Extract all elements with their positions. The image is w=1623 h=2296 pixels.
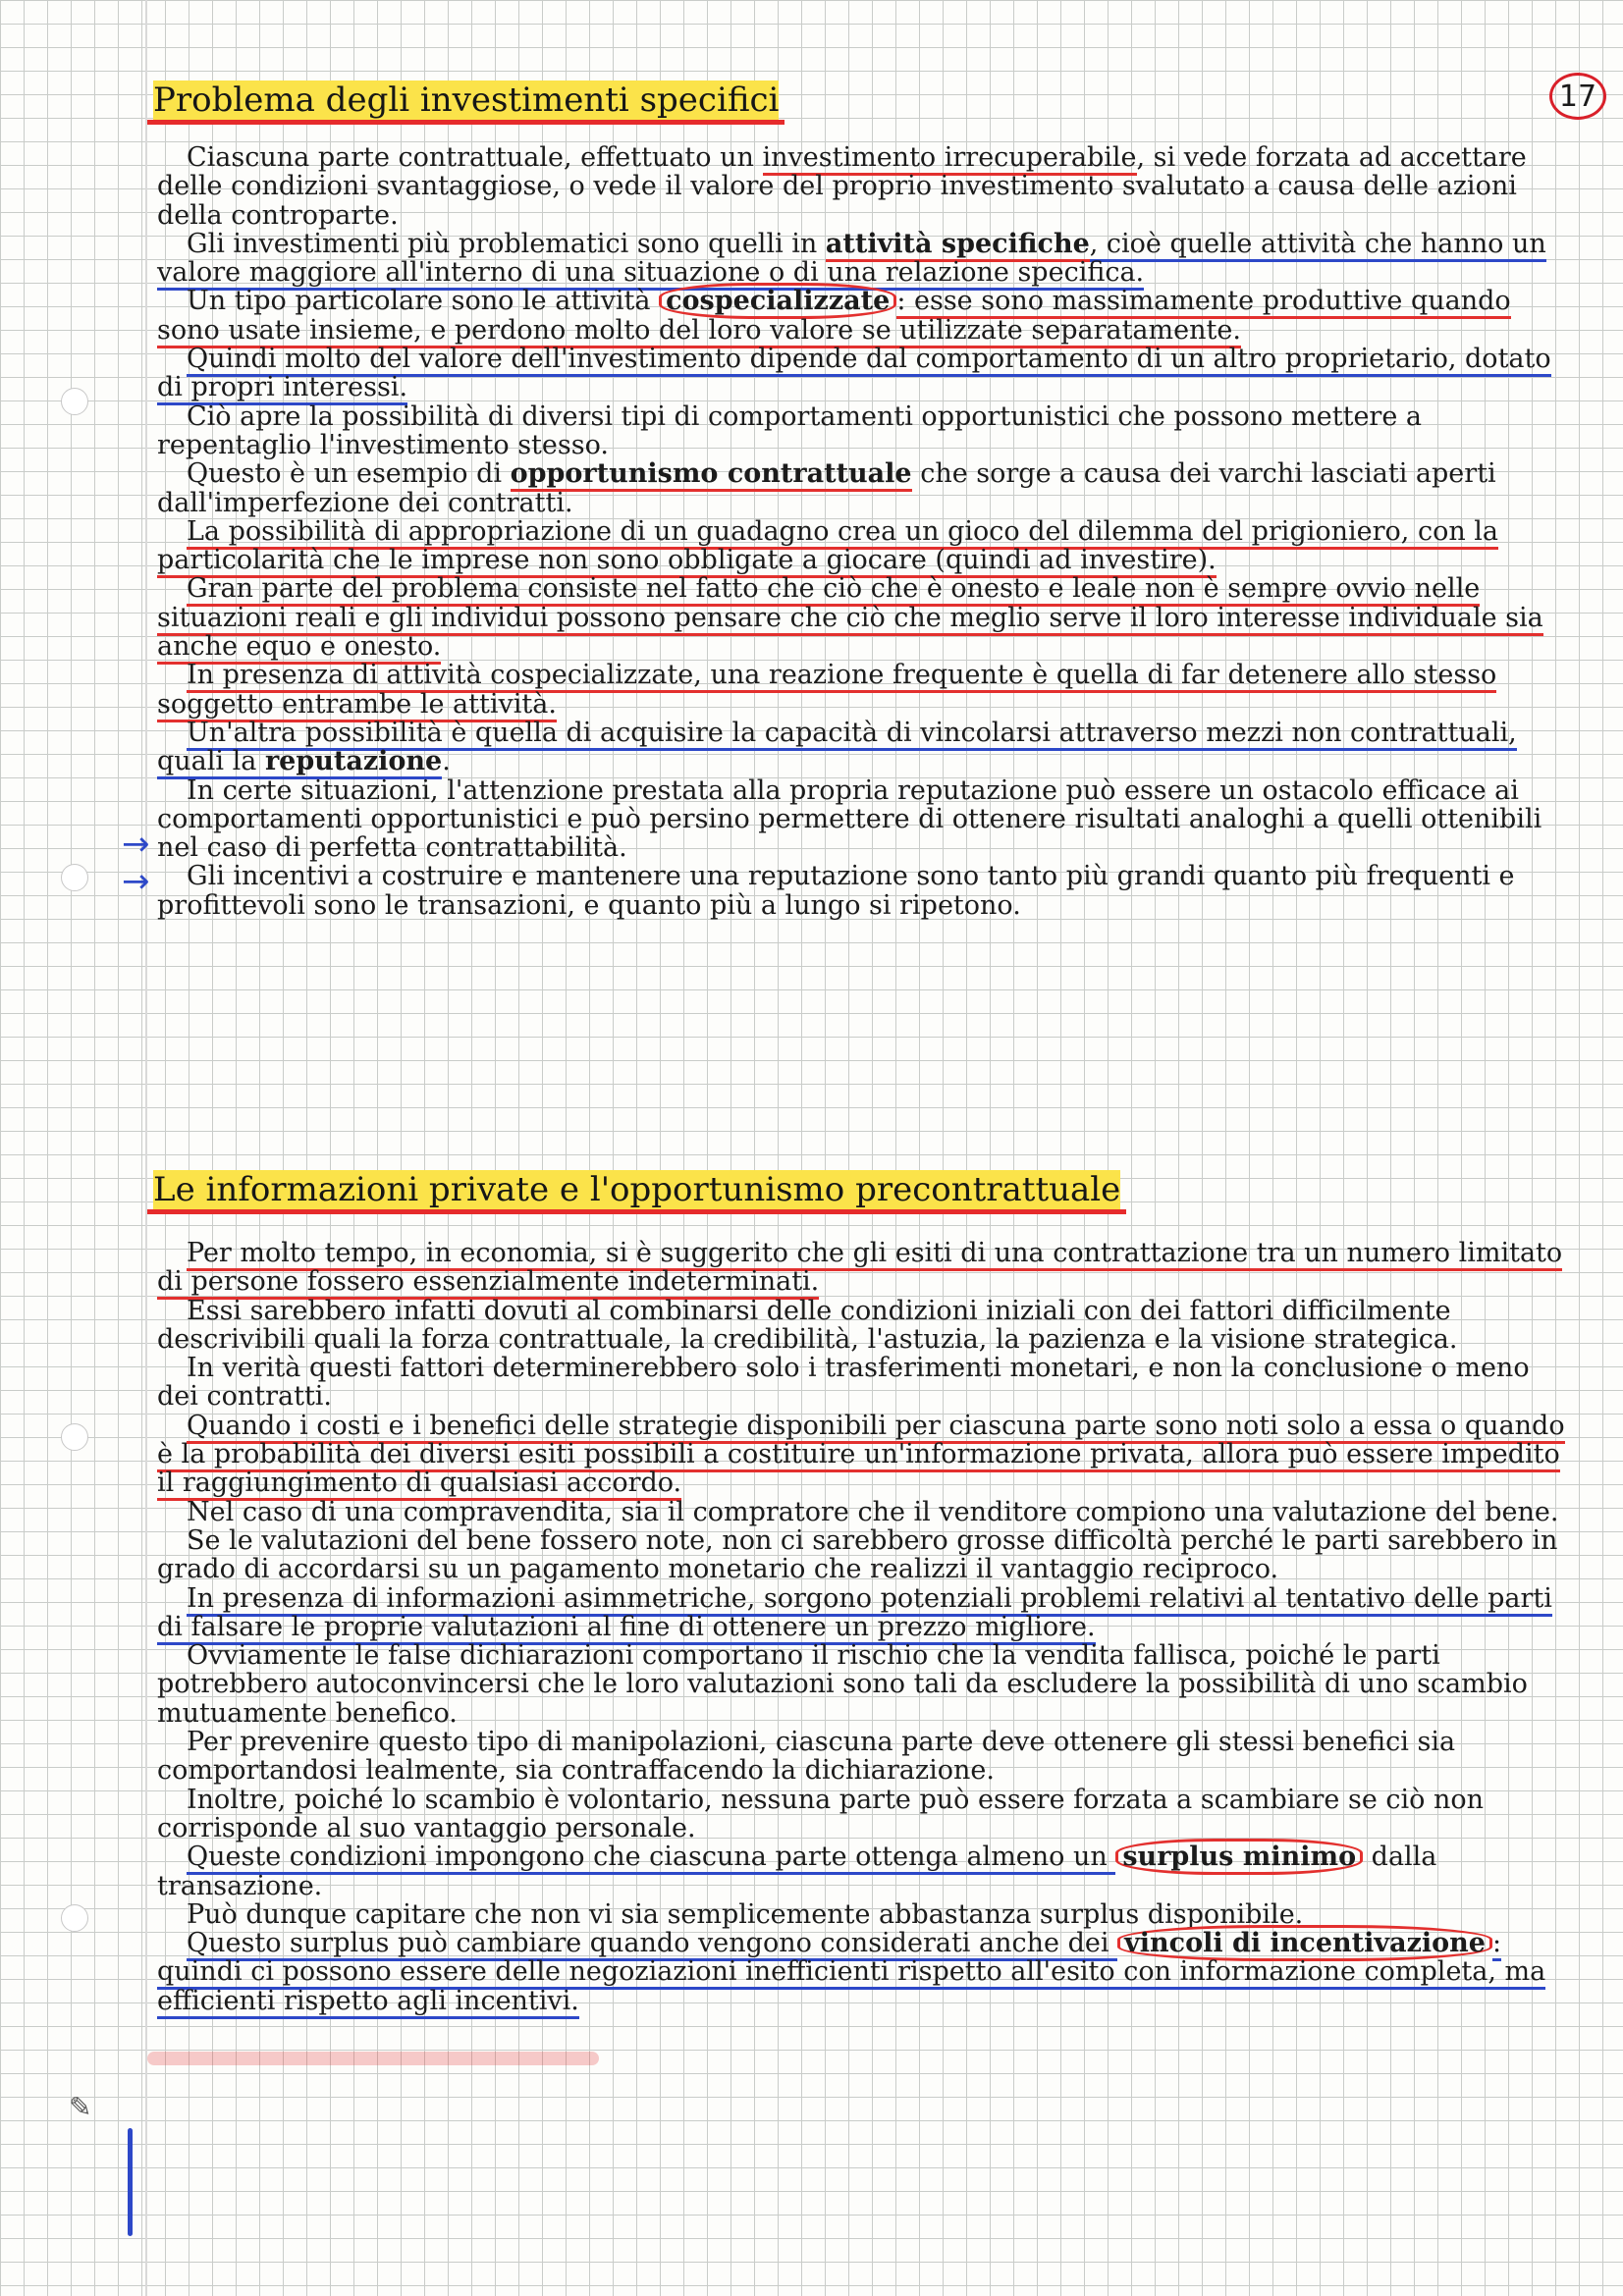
binder-hole (61, 1423, 88, 1451)
underlined-text: Un'altra possibilità è quella di acquisire la capacità di vincolarsi attraverso mezzi non contrattuali, quali la (157, 718, 1517, 779)
boxed-term: vincoli di incentivazione (1117, 1925, 1492, 1961)
paragraph (157, 345, 1571, 402)
underlined-text: Per molto tempo, in economia, si è suggerito che gli esiti di una contrattazione tra un numero limitato di persone fossero essenzialmente indeterminati. (157, 1238, 1562, 1300)
paragraph (157, 1498, 1571, 1526)
arrow-mark-icon: → (122, 825, 150, 864)
arrow-mark-icon: → (122, 862, 150, 901)
paragraph (157, 1584, 1571, 1642)
paragraph (157, 1641, 1571, 1728)
section-title-text: Le informazioni private e l'opportunismo precontrattuale (153, 1170, 1121, 1209)
margin-bracket (128, 2128, 133, 2236)
section-2-body (157, 1239, 1571, 2015)
paragraph (157, 287, 1571, 345)
text: Gli investimenti più problematici sono quelli in (187, 228, 826, 259)
paragraph (157, 1239, 1571, 1297)
paragraph (157, 1728, 1571, 1786)
text: che sorge a causa dei varchi lasciati aperti dall'imperfezione dei contratti. (157, 458, 1496, 518)
paragraph (157, 1786, 1571, 1843)
paragraph (157, 1412, 1571, 1498)
highlight-marker (147, 2052, 599, 2065)
underlined-text: La possibilità di appropriazione di un guadagno crea un gioco del dilemma del prigioniero, con la particolarità che le imprese non sono obbligate a giocare (quindi ad investire). (157, 516, 1498, 578)
text: Un tipo particolare sono le attività (187, 286, 660, 317)
paragraph (157, 402, 1571, 460)
text: Essi sarebbero infatti dovuti al combinarsi delle condizioni iniziali con dei fattori difficilmente descrivibili quali la forza contrattuale, la credibilità, l'astuzia, la pazienza e la visione strategica. (157, 1295, 1458, 1355)
underlined-text: In presenza di informazioni asimmetriche, sorgono potenziali problemi relativi al tentativo delle parti di falsare le proprie valutazioni al fine di ottenere un prezzo migliore. (157, 1583, 1552, 1645)
bold-term: opportunismo contrattuale (511, 458, 912, 492)
paragraph (157, 1297, 1571, 1355)
text: In verità questi fattori determinerebbero solo i trasferimenti monetari, e non la conclusione o meno dei contratti. (157, 1353, 1530, 1413)
text: Può dunque capitare che non vi sia semplicemente abbastanza surplus disponibile. (187, 1898, 1304, 1930)
bold-term: attività specifiche (826, 229, 1090, 262)
binder-hole (61, 864, 88, 891)
underlined-text: investimento irrecuperabile (763, 142, 1137, 176)
boxed-term: surplus minimo (1115, 1839, 1363, 1875)
text: Ovviamente le false dichiarazioni comportano il rischio che la vendita fallisca, poiché le parti potrebbero autoconvincersi che le loro valutazioni sono tali da escludere la possibilità di uno scambio mutuamente benefico. (157, 1640, 1528, 1729)
text: Per prevenire questo tipo di manipolazioni, ciascuna parte deve ottenere gli stessi benefici sia comportandosi lealmente, sia contraffacendo la dichiarazione. (157, 1727, 1456, 1787)
underlined-text: In presenza di attività cospecializzate, una reazione frequente è quella di far detenere allo stesso soggetto entrambe le attività. (157, 660, 1496, 721)
text: Gli incentivi a costruire e mantenere una reputazione sono tanto più grandi quanto più frequenti e profittevoli sono le transazioni, e quanto più a lungo si ripetono. (157, 861, 1515, 921)
paragraph (157, 661, 1571, 719)
binder-hole (61, 1904, 88, 1932)
text: Inoltre, poiché lo scambio è volontario, nessuna parte può essere forzata a scambiare se ciò non corrisponde al suo vantaggio personale. (157, 1784, 1485, 1843)
section-title-informazioni-private (147, 1170, 1126, 1214)
paragraph (157, 1526, 1571, 1584)
underlined-text: Quindi molto del valore dell'investimento dipende dal comportamento di un altro proprietario, dotato di propri interessi. (157, 344, 1551, 405)
section-1-body (157, 143, 1571, 920)
section-title-investimenti (147, 80, 784, 125)
text: Se le valutazioni del bene fossero note, non ci sarebbero grosse difficoltà perché le parti sarebbero in grado di accordarsi su un pagamento monetario che realizzi il vantaggio reciproco. (157, 1524, 1558, 1585)
paragraph (157, 776, 1571, 863)
underlined-text: Queste condizioni impongono che ciascuna parte ottenga almeno un (187, 1842, 1115, 1875)
paragraph (157, 862, 1571, 920)
paragraph (157, 230, 1571, 288)
margin-line (145, 0, 147, 2296)
text: Nel caso di una compravendita, sia il compratore che il venditore compiono una valutazione del bene. (187, 1496, 1559, 1527)
section-title-text: Problema degli investimenti specifici (153, 80, 780, 120)
paragraph (157, 1354, 1571, 1412)
text: Ciò apre la possibilità di diversi tipi di comportamenti opportunistici che possono mettere a repentaglio l'investimento stesso. (157, 400, 1422, 460)
text: dalla transazione. (157, 1842, 1437, 1901)
underlined-text: Questo surplus può cambiare quando vengono considerati anche dei (187, 1928, 1117, 1961)
binder-hole (61, 388, 88, 415)
text: , si vede forzata ad accettare delle condizioni svantaggiose, o vede il valore del proprio investimento svalutato a causa delle azioni della controparte. (157, 142, 1527, 231)
paragraph (157, 1929, 1571, 2015)
paragraph (157, 719, 1571, 776)
paragraph (157, 143, 1571, 230)
text: Questo è un esempio di (187, 458, 511, 490)
bold-term: reputazione (265, 746, 442, 779)
text: In certe situazioni, l'attenzione prestata alla propria reputazione può essere un ostacolo efficace ai comportamenti opportunistici e può persino permettere di ottenere risultati analoghi a quelli ottenibili nel caso di perfetta contrattabilità. (157, 774, 1542, 864)
text: Ciascuna parte contrattuale, effettuato un (187, 142, 763, 173)
underlined-text: , cioè quelle attività che hanno un valore maggiore all'interno di una situazione o di una relazione specifica. (157, 229, 1546, 291)
boxed-term: cospecializzate (659, 283, 896, 319)
page-number: 17 (1549, 73, 1606, 120)
underlined-text: : esse sono massimamente produttive quando sono usate insieme, e perdono molto del loro valore se utilizzate separatamente. (157, 286, 1511, 347)
paragraph (157, 1842, 1571, 1900)
underlined-text: Quando i costi e i benefici delle strategie disponibili per ciascuna parte sono noti solo a essa o quando è la probabilità dei diversi esiti possibili a costituire un'informazione privata, allora può essere impedito il raggiungimento di qualsiasi accordo. (157, 1411, 1565, 1502)
paragraph (157, 459, 1571, 517)
paragraph (157, 517, 1571, 575)
underlined-text: Gran parte del problema consiste nel fatto che ciò che è onesto e leale non è sempre ovvio nelle situazioni reali e gli individui possono pensare che ciò che meglio serve il loro interesse individuale sia anche equo e onesto. (157, 573, 1543, 665)
underlined-text: : quindi ci possono essere delle negoziazioni inefficienti rispetto all'esito con informazione completa, ma efficienti rispetto agli incentivi. (157, 1928, 1545, 2019)
paragraph (157, 574, 1571, 661)
text: . (442, 746, 451, 777)
scribble-mark-icon: ✎ (69, 2091, 92, 2123)
